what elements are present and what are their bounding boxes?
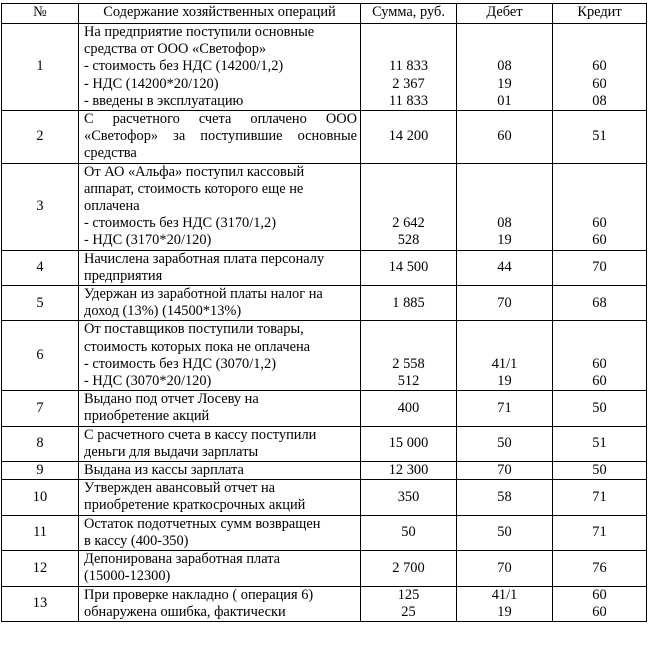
credit-account-cell: [553, 426, 647, 461]
description-line: От АО «Альфа» поступил кассовый: [84, 163, 305, 180]
debit-account: 41/1: [491, 586, 518, 603]
description-line: Утвержден авансовый отчет на: [84, 480, 276, 497]
amount-value-cell: [361, 462, 457, 480]
debit-account-cell: [457, 586, 553, 621]
amount-value: 25: [401, 603, 416, 620]
debit-account-cell: [457, 426, 553, 461]
description-line: деньги для выдачи зарплаты: [84, 443, 259, 460]
operation-number: 10: [2, 480, 79, 515]
header-amount: Сумма, руб.: [361, 4, 457, 24]
debit-account: 50: [497, 524, 512, 541]
description-line: предприятия: [84, 267, 163, 284]
description-line: (15000-12300): [84, 568, 171, 585]
description-line: С расчетного счета в кассу поступили: [84, 426, 317, 443]
operation-number: 3: [2, 163, 79, 250]
description-line: - стоимость без НДС (14200/1,2): [84, 58, 284, 75]
table-row: [2, 426, 647, 461]
credit-account-cell: [553, 586, 647, 621]
amount-value: 1 885: [392, 294, 425, 311]
debit-account: 19: [497, 75, 512, 92]
credit-account: 60: [592, 215, 607, 232]
description-line: Начислена заработная плата персоналу: [84, 250, 325, 267]
debit-account: 71: [497, 399, 512, 416]
operation-description: [79, 426, 361, 461]
credit-account-cell: [553, 462, 647, 480]
credit-account: [557, 181, 642, 198]
credit-account: 60: [592, 373, 607, 390]
description-line: «Светофор» за поступившие основные: [84, 128, 357, 145]
description-line: - НДС (14200*20/120): [84, 75, 219, 92]
operation-number: 5: [2, 286, 79, 321]
table-row: [2, 250, 647, 285]
operation-description: [79, 163, 361, 250]
debit-account: 60: [497, 128, 512, 145]
operation-number: 2: [2, 111, 79, 164]
amount-value: 14 200: [388, 128, 429, 145]
description-line: приобретение краткосрочных акций: [84, 497, 306, 514]
header-description: Содержание хозяйственных операций: [79, 4, 361, 24]
debit-account-cell: [457, 111, 553, 164]
table-row: [2, 111, 647, 164]
debit-account-cell: [457, 551, 553, 586]
credit-account-cell: [553, 551, 647, 586]
description-line: - стоимость без НДС (3070/1,2): [84, 355, 277, 372]
amount-value: 15 000: [388, 435, 429, 452]
amount-value-cell: [361, 24, 457, 111]
description-line: Удержан из заработной платы налог на: [84, 286, 323, 303]
description-line: доход (13%) (14500*13%): [84, 303, 242, 320]
credit-account: [557, 24, 642, 41]
amount-value-cell: [361, 250, 457, 285]
debit-account: 44: [497, 259, 512, 276]
debit-account: [461, 321, 548, 338]
amount-value-cell: [361, 480, 457, 515]
header-number: №: [2, 4, 79, 24]
credit-account: 70: [592, 259, 607, 276]
table-row: [2, 480, 647, 515]
credit-account-cell: [553, 250, 647, 285]
credit-account-cell: [553, 480, 647, 515]
amount-value-cell: [361, 286, 457, 321]
debit-account: 58: [497, 488, 512, 505]
operation-description: [79, 515, 361, 550]
operation-number: 8: [2, 426, 79, 461]
debit-account-cell: [457, 515, 553, 550]
debit-account: [461, 164, 548, 181]
amount-value: 14 500: [388, 259, 429, 276]
credit-account: 50: [592, 462, 607, 479]
credit-account: [557, 321, 642, 338]
debit-account: [461, 24, 548, 41]
credit-account: 60: [592, 586, 607, 603]
header-debit: Дебет: [457, 4, 553, 24]
credit-account-cell: [553, 515, 647, 550]
debit-account: 19: [497, 232, 512, 249]
credit-account: 60: [592, 75, 607, 92]
credit-account-cell: [553, 391, 647, 426]
credit-account-cell: [553, 286, 647, 321]
operations-table: [1, 3, 647, 622]
debit-account: [461, 41, 548, 58]
credit-account: 71: [592, 524, 607, 541]
operation-description: [79, 586, 361, 621]
description-line: Выдана из кассы зарплата: [84, 462, 244, 479]
credit-account: 50: [592, 399, 607, 416]
description-line: Выдано под отчет Лосеву на: [84, 391, 259, 408]
operation-number: 12: [2, 551, 79, 586]
credit-account-cell: [553, 24, 647, 111]
debit-account: 08: [497, 215, 512, 232]
credit-account: [557, 41, 642, 58]
amount-value-cell: [361, 426, 457, 461]
description-line: - НДС (3070*20/120): [84, 373, 212, 390]
amount-value: 2 642: [392, 215, 425, 232]
table-row: [2, 24, 647, 111]
header-row: [2, 4, 647, 24]
description-line: Депонирована заработная плата: [84, 551, 281, 568]
description-line: При проверке накладно ( операция 6): [84, 586, 314, 603]
amount-value: 125: [397, 586, 420, 603]
credit-account: [557, 164, 642, 181]
description-line: - стоимость без НДС (3170/1,2): [84, 215, 277, 232]
debit-account: 70: [497, 559, 512, 576]
description-line: Остаток подотчетных сумм возвращен: [84, 515, 321, 532]
amount-value: 2 700: [392, 559, 425, 576]
operation-description: [79, 321, 361, 391]
credit-account: 68: [592, 294, 607, 311]
operation-number: 4: [2, 250, 79, 285]
debit-account: 08: [497, 58, 512, 75]
amount-value: [365, 41, 452, 58]
credit-account: 08: [592, 92, 607, 109]
amount-value: 50: [401, 524, 416, 541]
operation-description: [79, 551, 361, 586]
amount-value: 2 367: [392, 75, 425, 92]
credit-account: 60: [592, 603, 607, 620]
description-line: приобретение акций: [84, 408, 210, 425]
credit-account-cell: [553, 163, 647, 250]
description-line: в кассу (400-350): [84, 532, 189, 549]
credit-account: 51: [592, 435, 607, 452]
description-line: обнаружена ошибка, фактически: [84, 603, 286, 620]
amount-value: [365, 321, 452, 338]
description-line: - НДС (3170*20/120): [84, 232, 212, 249]
operation-number: 13: [2, 586, 79, 621]
description-line: оплачена: [84, 198, 140, 215]
amount-value: [365, 181, 452, 198]
debit-account: 19: [497, 373, 512, 390]
credit-account: [557, 339, 642, 356]
amount-value: [365, 339, 452, 356]
operation-number: 6: [2, 321, 79, 391]
credit-account: 51: [592, 128, 607, 145]
amount-value-cell: [361, 391, 457, 426]
amount-value: 12 300: [388, 462, 429, 479]
operation-number: 1: [2, 24, 79, 111]
debit-account-cell: [457, 462, 553, 480]
debit-account: [461, 339, 548, 356]
description-line: От поставщиков поступили товары,: [84, 321, 304, 338]
description-line: стоимость которых пока не оплачена: [84, 338, 311, 355]
header-credit: Кредит: [553, 4, 647, 24]
table-row: [2, 515, 647, 550]
debit-account: 50: [497, 435, 512, 452]
amount-value: [365, 24, 452, 41]
description-line: - введены в эксплуатацию: [84, 92, 244, 109]
amount-value: 2 558: [392, 355, 425, 372]
debit-account: 19: [497, 603, 512, 620]
amount-value-cell: [361, 586, 457, 621]
description-line: средства: [84, 145, 137, 162]
table-row: [2, 586, 647, 621]
operation-description: [79, 391, 361, 426]
description-line: На предприятие поступили основные: [84, 24, 315, 40]
amount-value-cell: [361, 111, 457, 164]
debit-account-cell: [457, 163, 553, 250]
operation-description: [79, 480, 361, 515]
debit-account: 41/1: [491, 355, 518, 372]
operation-description: [79, 250, 361, 285]
amount-value-cell: [361, 515, 457, 550]
operation-number: 9: [2, 462, 79, 480]
table-row: [2, 391, 647, 426]
table-row: [2, 321, 647, 391]
debit-account-cell: [457, 24, 553, 111]
credit-account-cell: [553, 111, 647, 164]
debit-account: 70: [497, 294, 512, 311]
operation-description: [79, 462, 361, 480]
table-row: [2, 163, 647, 250]
operation-description: [79, 286, 361, 321]
amount-value: 350: [397, 488, 420, 505]
description-line: С расчетного счета оплачено ООО: [84, 111, 357, 128]
amount-value-cell: [361, 551, 457, 586]
description-line: средства от ООО «Светофор»: [84, 41, 267, 58]
operation-description: [79, 111, 361, 164]
amount-value: [365, 198, 452, 215]
amount-value: 528: [397, 232, 420, 249]
amount-value: 400: [397, 399, 420, 416]
debit-account: [461, 198, 548, 215]
debit-account-cell: [457, 391, 553, 426]
amount-value-cell: [361, 163, 457, 250]
credit-account: 71: [592, 488, 607, 505]
amount-value-cell: [361, 321, 457, 391]
debit-account-cell: [457, 250, 553, 285]
debit-account: 01: [497, 92, 512, 109]
credit-account: [557, 198, 642, 215]
amount-value: 11 833: [388, 92, 429, 109]
credit-account: 60: [592, 232, 607, 249]
table-row: [2, 286, 647, 321]
operation-number: 7: [2, 391, 79, 426]
debit-account-cell: [457, 321, 553, 391]
operation-number: 11: [2, 515, 79, 550]
debit-account: 70: [497, 462, 512, 479]
amount-value: [365, 164, 452, 181]
debit-account-cell: [457, 480, 553, 515]
table-row: [2, 462, 647, 480]
credit-account: 76: [592, 559, 607, 576]
debit-account: [461, 181, 548, 198]
amount-value: 512: [397, 373, 420, 390]
credit-account: 60: [592, 355, 607, 372]
description-line: аппарат, стоимость которого еще не: [84, 180, 304, 197]
amount-value: 11 833: [388, 58, 429, 75]
debit-account-cell: [457, 286, 553, 321]
credit-account-cell: [553, 321, 647, 391]
table-row: [2, 551, 647, 586]
credit-account: 60: [592, 58, 607, 75]
operation-description: [79, 24, 361, 111]
